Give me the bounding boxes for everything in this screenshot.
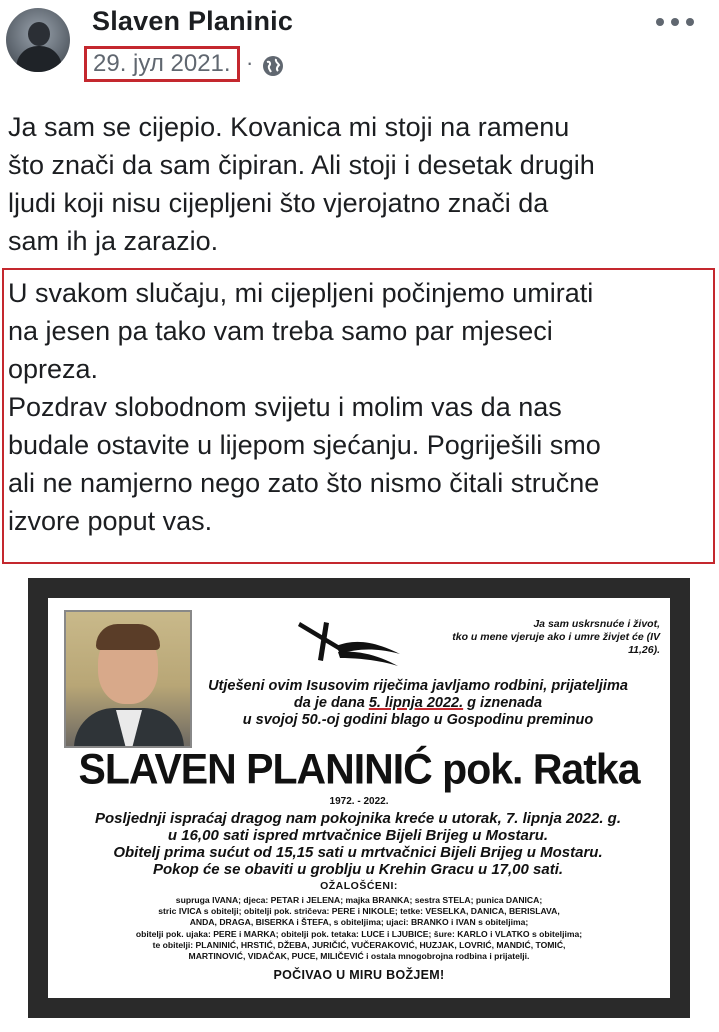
scripture-line: Ja sam uskrsnuće i život, bbox=[533, 618, 660, 630]
post-line: izvore poput vas. bbox=[8, 506, 213, 536]
avatar-head bbox=[28, 22, 50, 46]
notice-intro bbox=[198, 678, 638, 729]
post-header bbox=[0, 0, 719, 96]
post-line: Ja sam se cijepio. Kovanica mi stoji na ramenu bbox=[8, 112, 570, 142]
deceased-photo bbox=[64, 610, 192, 748]
intro-text: g iznenada bbox=[463, 695, 543, 711]
cross-icon bbox=[288, 616, 408, 672]
avatar[interactable] bbox=[6, 8, 70, 72]
ceremony-line: u 16,00 sati ispred mrtvačnice Bijeli Brijeg u Mostaru. bbox=[167, 827, 549, 844]
post-line: sam ih ja zarazio. bbox=[8, 226, 219, 256]
ceremony-line: Obitelj prima sućut od 15,15 sati u mrtvačnici Bijeli Brijeg u Mostaru. bbox=[113, 844, 603, 861]
mourners-line: te obitelji: PLANINIĆ, HRSTIĆ, DŽEBA, JURIČIĆ, VUČERAKOVIĆ, HUZJAK, LOVRIĆ, MANDIĆ, TOMIĆ, bbox=[152, 939, 566, 950]
ceremony-line: Pokop će se obaviti u groblju u Krehin Gracu u 17,00 sati. bbox=[152, 861, 564, 878]
intro-line: u svojoj 50.-oj godini blago u Gospodinu preminuo bbox=[242, 712, 594, 728]
photo-hair bbox=[96, 624, 160, 650]
post-line: opreza. bbox=[8, 354, 99, 384]
post-line: U svakom slučaju, mi cijepljeni počinjemo umirati bbox=[8, 278, 594, 308]
mourners-list bbox=[54, 895, 664, 962]
post-paragraph-1 bbox=[8, 108, 708, 260]
ceremony-line: Posljednji ispraćaj dragog nam pokojnika kreće u utorak, 7. lipnja 2022. g. bbox=[94, 810, 621, 827]
intro-text: da je dana bbox=[293, 695, 369, 711]
mourners-title: OŽALOŠĆENI: bbox=[320, 880, 398, 892]
post-line: ljudi koji nisu cijepljeni što vjerojatno znači da bbox=[8, 188, 549, 218]
avatar-body bbox=[16, 46, 62, 72]
closing-line: POČIVAO U MIRU BOŽJEM! bbox=[273, 968, 445, 982]
mourners-line: ANDA, DRAGA, BISERKA i ŠTEFA, s obiteljima; ujaci: BRANKO i IVAN s obiteljima; bbox=[189, 917, 529, 928]
scripture-quote bbox=[420, 618, 660, 657]
death-notice-image[interactable] bbox=[28, 578, 690, 1018]
author-name[interactable]: Slaven Planinic bbox=[92, 6, 294, 36]
mourners-line: obitelji pok. ujaka: PERE i MARKA; obitelji pok. tetaka: LUCE i LJUBICE; šure: KARLO i VLATKO s obiteljima; bbox=[135, 928, 583, 939]
post-line: budale ostavite u lijepom sjećanju. Pogriješili smo bbox=[8, 430, 601, 460]
date-separator: · bbox=[246, 50, 254, 75]
globe-icon[interactable] bbox=[262, 55, 284, 77]
more-options-icon[interactable] bbox=[652, 12, 698, 32]
life-years: 1972. - 2022. bbox=[329, 796, 389, 807]
mourners-line: supruga IVANA; djeca: PETAR i JELENA; majka BRANKA; sestra STELA; punica DANICA; bbox=[175, 895, 543, 905]
post-line: na jesen pa tako vam treba samo par mjeseci bbox=[8, 316, 553, 346]
mourners-line: stric IVICA s obitelji; obitelji pok. stričeva: PERE i NIKOLE; tetke: VESELKA, DANICA, BERISLAVA, bbox=[158, 906, 560, 917]
mourners-line: MARTINOVIĆ, VIDAČAK, PUCE, MILIČEVIĆ i ostala mnogobrojna rodbina i prijatelji. bbox=[188, 951, 530, 962]
intro-line bbox=[198, 695, 638, 712]
ceremony-details bbox=[88, 810, 628, 878]
post-line: ali ne namjerno nego zato što nismo čitali stručne bbox=[8, 468, 600, 498]
death-notice-card bbox=[48, 598, 670, 998]
deceased-name: SLAVEN PLANINIĆ pok. Ratka bbox=[78, 744, 640, 794]
post-line: što znači da sam čipiran. Ali stoji i desetak drugih bbox=[8, 150, 595, 180]
post-date[interactable]: 29. јул 2021. bbox=[84, 46, 240, 82]
intro-line: Utješeni ovim Isusovim riječima javljamo rodbini, prijateljima bbox=[208, 678, 628, 694]
scripture-line: tko u mene vjeruje ako i umre živjet će (IV 11,26). bbox=[452, 631, 660, 656]
death-date: 5. lipnja 2022. bbox=[368, 695, 464, 711]
post-paragraph-2 bbox=[8, 274, 708, 540]
post-line: Pozdrav slobodnom svijetu i molim vas da nas bbox=[8, 392, 562, 422]
